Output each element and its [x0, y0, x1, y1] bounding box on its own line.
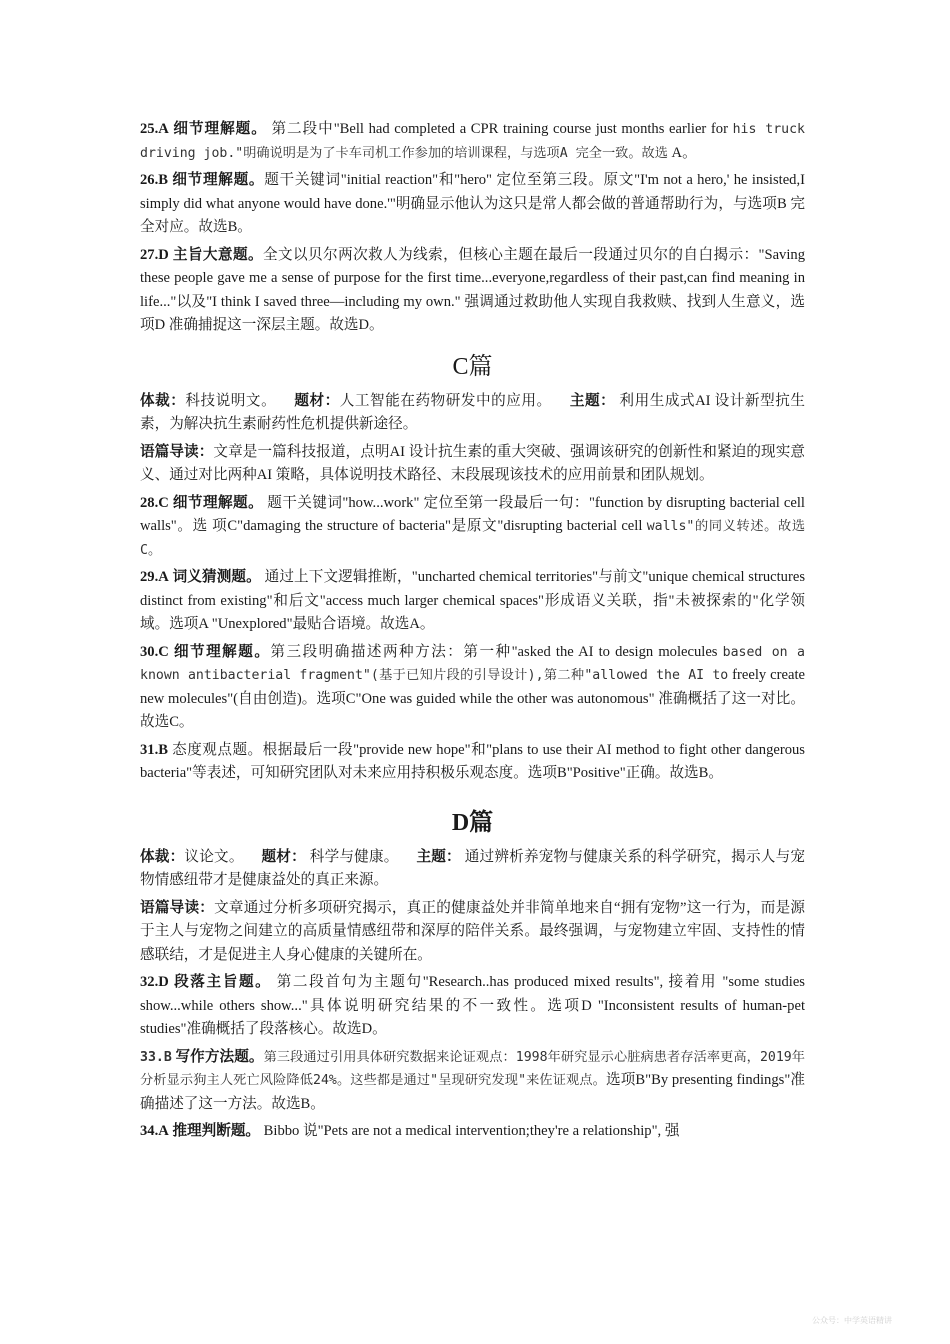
- question-type: 细节理解题。: [172, 494, 264, 511]
- answer-27: [140, 244, 805, 338]
- explanation-text-end: freely create new molecules"(自由创造)。选项C"One was guided while the other was autonomous" 准确概括了这一对比。故选C。: [140, 667, 805, 730]
- question-type: 段落主旨题。: [174, 974, 272, 990]
- genre-label: 体裁：: [140, 848, 185, 865]
- explanation-text: 第二段首句为主题句"Research..has produced mixed results", 接着用 "some studies show...while others show..."具体说明研究结果的不一致性。选项D "Inconsistent results of human-pet studies"准确概括了段落核心。故选D。: [140, 974, 805, 1037]
- theme-value: 利用生成式AI 设计新型抗生素，为解决抗生素耐药性危机提供新途径。: [140, 392, 805, 432]
- question-number: 33.B: [140, 1049, 172, 1065]
- explanation-text: 全文以贝尔两次救人为线索，但核心主题在最后一段通过贝尔的自白揭示："Saving these people gave me a sense of purpose for the first time...everyone,regardless of their past,can find meaning in life..."以及"I think I saved three—including my own." 强调通过救助他人实现自我救赎、找到人生意义，选项D 准确捕捉这一深层主题。故选D。: [140, 246, 805, 333]
- question-type: 词义猜测题。: [172, 569, 261, 585]
- answer-26: [140, 169, 805, 240]
- question-type: 主旨大意题。: [172, 246, 263, 263]
- question-number: 32.D: [140, 974, 169, 990]
- topic-value: 科学与健康。: [305, 848, 399, 865]
- genre-value: 议论文。: [184, 848, 244, 865]
- question-number: 28.C: [140, 494, 169, 511]
- answer-33: [140, 1046, 805, 1117]
- theme-label: 主题：: [569, 392, 616, 409]
- answer-31: [140, 739, 805, 786]
- theme-value: 通过辨析养宠物与健康关系的科学研究，揭示人与宠物情感纽带才是健康益处的真正来源。: [140, 848, 805, 888]
- explanation-text: 第二段中"Bell had completed a CPR training course just months earlier for: [266, 121, 733, 137]
- explanation-text-end: A。: [667, 144, 697, 161]
- explanation-text-end: 选项B"By presenting findings"准确描述了这一方法。故选B。: [140, 1072, 805, 1112]
- answer-32: [140, 971, 805, 1042]
- question-type: 写作方法题。: [175, 1048, 264, 1065]
- explanation-text: Bibbo 说"Pets are not a medical intervention;they're a relationship", 强: [260, 1123, 680, 1139]
- guide-text: 文章是一篇科技报道，点明AI 设计抗生素的重大突破、强调该研究的创新性和紧迫的现实意义、通过对比两种AI 策略，具体说明技术路径、末段展现该技术的应用前景和团队规划。: [140, 443, 805, 483]
- answer-34: [140, 1120, 805, 1144]
- explanation-text-mono: based on a known antibacterial fragment"(基于已知片段的引导设计),第二种"allowed the AI to: [140, 644, 805, 683]
- explanation-text: 题干关键词"how...work" 定位至第一段最后一句："function by disrupting bacterial cell walls"。选 项C"damaging the structure of bacteria"是原文"disrupting bacterial cell: [140, 494, 805, 534]
- genre-label: 体裁：: [140, 392, 186, 409]
- guide-text: 文章通过分析多项研究揭示，真正的健康益处并非简单地来自“拥有宠物”这一行为，而是源于主人与宠物之间建立的高质量情感纽带和深厚的陪伴关系。最终强调，与宠物建立牢固、支持性的情感联结，才是促进主人身心健康的关键所在。: [140, 899, 805, 963]
- theme-label: 主题：: [416, 848, 461, 865]
- section-c-title: C篇: [452, 353, 493, 380]
- question-number: 25.A: [140, 121, 169, 137]
- question-number: 27.D: [140, 246, 169, 263]
- answer-30: [140, 641, 805, 735]
- section-c-guide: [140, 441, 805, 488]
- question-type: 态度观点题。: [172, 741, 263, 758]
- explanation-text: 根据最后一段"provide new hope"和"plans to use their AI method to fight other dangerous bacteria"等表述，可知研究团队对未来应用持积极乐观态度。选项B"Positive"正确。故选B。: [140, 741, 805, 781]
- explanation-text: 题干关键词"initial reaction"和"hero" 定位至第三段。原文"I'm not a hero,' he insisted,I simply did what anyone would have done.'"明确显示他认为这只是常人都会做的普通帮助行为，与选项B 完全对应。故选B。: [140, 172, 805, 235]
- question-number: 26.B: [140, 172, 168, 188]
- topic-value: 人工智能在药物研发中的应用。: [339, 392, 552, 409]
- question-number: 31.B: [140, 741, 168, 758]
- question-number: 34.A: [140, 1123, 169, 1139]
- question-type: 推理判断题。: [172, 1123, 261, 1139]
- genre-value: 科技说明文。: [185, 392, 277, 409]
- explanation-text-mono: walls"的同义转述。故选C。: [140, 519, 806, 558]
- guide-label: 语篇导读：: [140, 899, 215, 916]
- section-c-meta: [140, 390, 805, 437]
- section-d-guide: [140, 897, 805, 968]
- explanation-text: 第三段明确描述两种方法：第一种"asked the AI to design molecules: [270, 643, 723, 660]
- question-number: 29.A: [140, 569, 169, 585]
- section-d-title: D篇: [451, 809, 494, 836]
- question-type: 细节理解题。: [173, 121, 267, 137]
- watermark: 公众号：中学英语精讲: [812, 1316, 892, 1325]
- answer-28: [140, 492, 805, 563]
- answer-key-page: [140, 118, 805, 1148]
- guide-label: 语篇导读：: [140, 443, 214, 460]
- explanation-text-mono: his truck driving job."明确说明是为了卡车司机工作参加的培训课程，与选项A 完全一致。故选: [140, 122, 805, 161]
- topic-label: 题材：: [294, 392, 340, 409]
- answer-25: [140, 118, 805, 165]
- section-d-meta: [140, 846, 805, 893]
- explanation-text: 通过上下文逻辑推断，"uncharted chemical territories"与前文"unique chemical structures distinct from existing"和后文"access much larger chemical spaces"形成语义关联，指"未被探索的"化学领域。选项A "Unexplored"最贴合语境。故选A。: [140, 569, 805, 632]
- question-type: 细节理解题。: [172, 172, 265, 188]
- question-number: 30.C: [140, 643, 169, 660]
- explanation-text-mono: 第三段通过引用具体研究数据来论证观点：1998年研究显示心脏病患者存活率更高，2019年分析显示狗主人死亡风险降低24%。这些都是通过"呈现研究发现"来佐证观点。: [140, 1049, 805, 1088]
- answer-29: [140, 566, 805, 637]
- question-type: 细节理解题。: [173, 643, 271, 660]
- topic-label: 题材：: [261, 848, 306, 865]
